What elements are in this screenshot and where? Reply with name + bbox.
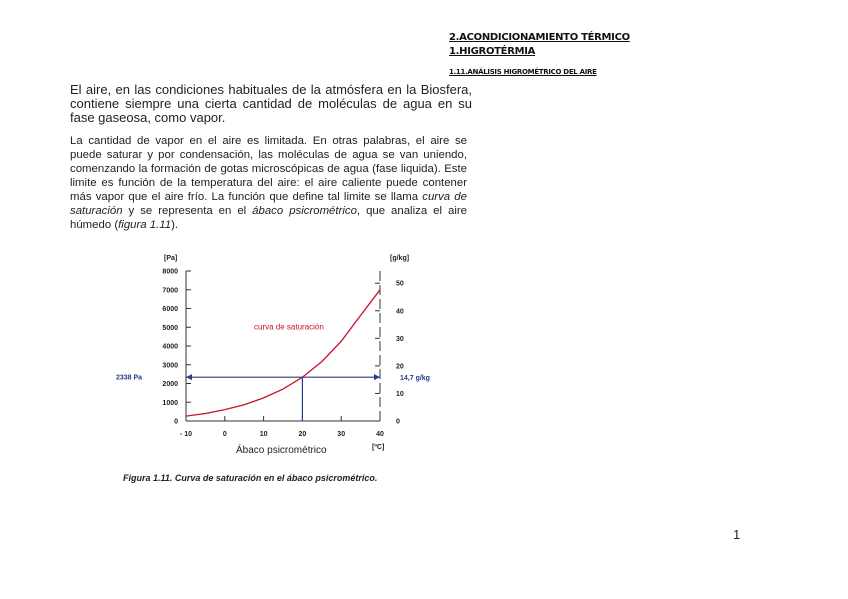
y-right-tick-label: 0 — [396, 418, 400, 426]
y-left-tick-label: 4000 — [162, 343, 178, 351]
x-tick-label: 10 — [259, 431, 268, 438]
y-right-tick-label: 50 — [396, 280, 404, 288]
body-text-1: La cantidad de vapor en el aire es limitada. En otras palabras, el aire se puede saturar y por condensación, las moléculas de agua se van uniendo, comenzando la formación de gotas microscópicas de agua (fase liquida). Este limite es función de la temperatura del aire: el aire caliente puede contener más vapor que el aire frío. La función que define tal limite se llama — [70, 135, 467, 203]
y-left-tick-label: 7000 — [162, 287, 178, 295]
chart-series — [186, 290, 380, 416]
body-text-4: ). — [171, 219, 179, 231]
series-label: curva de saturación — [254, 322, 324, 332]
page-number: 1 — [733, 527, 741, 542]
chart-annotation — [186, 374, 380, 421]
y-right-tick-label: 30 — [396, 335, 404, 343]
header-topic-title: 1.11.ANÁLISIS HIGROMÉTRICO DEL AIRE — [449, 68, 597, 76]
y-left-tick-label: 2000 — [162, 381, 178, 388]
y-left-tick-label: 6000 — [162, 306, 178, 313]
chart-x-title: Ábaco psicrométrico — [236, 445, 327, 456]
body-text-2: y se representa en el — [122, 205, 253, 217]
y-left-tick-label: 1000 — [162, 399, 178, 407]
figure-reference: figura 1.11 — [118, 219, 172, 231]
y-right-tick-label: 10 — [396, 390, 404, 398]
x-tick-label: 30 — [337, 431, 346, 438]
x-tick-label: 20 — [298, 431, 307, 438]
y-left-tick-label: 5000 — [162, 324, 178, 332]
y-right-unit: [g/kg] — [390, 255, 410, 262]
arrow-left-icon — [186, 374, 192, 380]
y-left-tick-label: 8000 — [162, 268, 178, 276]
y-left-tick-label: 3000 — [162, 362, 178, 370]
y-left-tick-label: 0 — [174, 418, 178, 426]
header-subsection-title: 1.HIGROTÉRMIA — [449, 46, 536, 57]
chart-axes — [186, 271, 380, 421]
x-tick-label: 0 — [222, 431, 227, 438]
body-text-3: , que analiza el aire húmedo ( — [70, 205, 467, 231]
annotation-humidity-label: 14,7 g/kg — [400, 375, 430, 383]
saturation-curve — [186, 290, 380, 416]
y-left-unit: [Pa] — [164, 255, 178, 262]
chart-ticks — [162, 269, 403, 439]
x-unit: [ºC] — [372, 444, 385, 451]
figure-caption: Figura 1.11. Curva de saturación en el ábaco psicrométrico. — [123, 473, 378, 483]
x-tick-label: 40 — [376, 431, 384, 438]
annotation-pressure-label: 2338 Pa — [116, 374, 143, 382]
intro-paragraph: El aire, en las condiciones habituales de la atmósfera en la Biosfera, contiene siempre una cierta cantidad de moléculas de agua en su fase gaseosa, como vapor. — [70, 82, 472, 125]
body-paragraph — [70, 134, 467, 232]
term-saturation-curve: curva de saturación — [70, 191, 467, 217]
y-right-tick-label: 20 — [396, 363, 404, 371]
term-psychrometric-chart: ábaco psicrométrico — [252, 205, 357, 217]
psychrometric-chart — [100, 245, 460, 465]
header-section-title: 2.ACONDICIONAMIENTO TÉRMICO — [449, 32, 630, 43]
y-right-tick-label: 40 — [396, 308, 404, 316]
arrow-right-icon — [374, 374, 380, 380]
x-tick-label: - 10 — [179, 431, 193, 438]
